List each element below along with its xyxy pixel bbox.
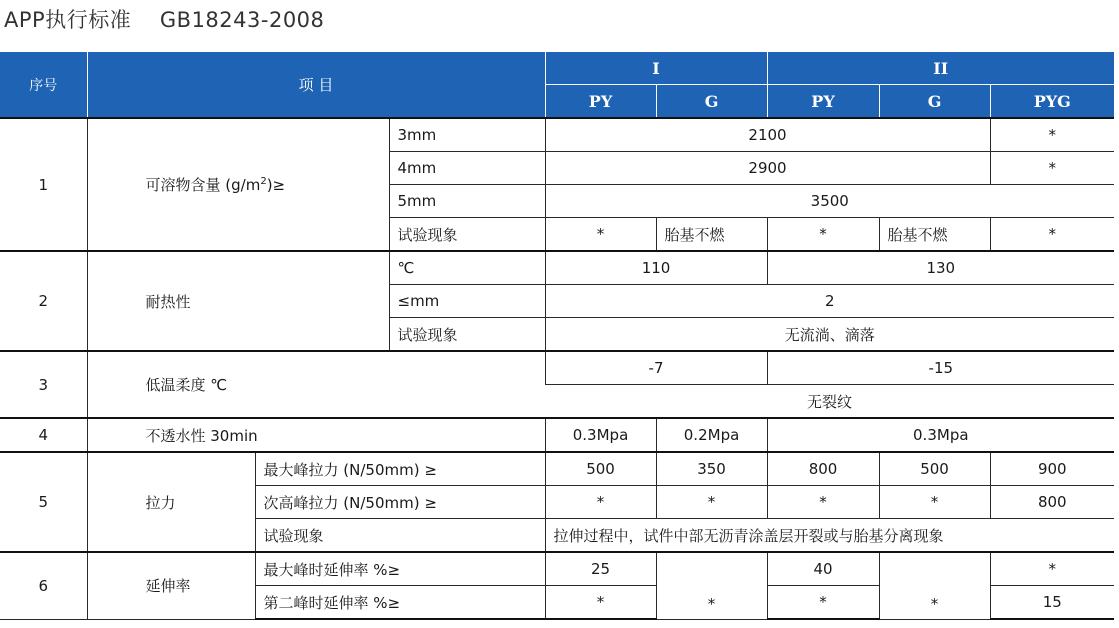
row-label — [87, 118, 389, 251]
condition-cell: 4mm — [389, 152, 545, 185]
value-cell: 900 — [990, 452, 1114, 486]
value-cell: 350 — [656, 452, 767, 486]
value-cell: 800 — [767, 452, 879, 486]
table-row — [0, 118, 1114, 152]
value-cell: 110 — [545, 251, 767, 285]
row-label: 延伸率 — [87, 552, 255, 619]
value-cell: * — [767, 586, 879, 620]
header-seq: 序号 — [0, 52, 87, 119]
value-cell: * — [545, 586, 656, 620]
value-cell: 3500 — [545, 185, 1114, 218]
value-cell: 25 — [545, 552, 656, 586]
row-label: 不透水性 30min — [87, 418, 545, 452]
condition-cell: 第二峰时延伸率 %≥ — [255, 586, 545, 620]
value-cell: 无裂纹 — [545, 385, 1114, 419]
spec-table — [0, 51, 1114, 620]
value-cell: * — [990, 152, 1114, 185]
row-seq: 4 — [0, 418, 87, 452]
condition-cell: 最大峰时延伸率 %≥ — [255, 552, 545, 586]
condition-cell: 试验现象 — [389, 218, 545, 252]
row-label: 耐热性 — [87, 251, 389, 351]
condition-cell: ℃ — [389, 251, 545, 285]
value-cell: 2100 — [545, 118, 990, 152]
value-cell: -15 — [767, 351, 1114, 385]
header-col-g-i: G — [656, 85, 767, 119]
condition-cell: 5mm — [389, 185, 545, 218]
table-row — [0, 452, 1114, 486]
value-cell: * — [767, 218, 879, 252]
value-cell: * — [990, 118, 1114, 152]
value-cell: 0.3Mpa — [545, 418, 656, 452]
row-seq: 1 — [0, 118, 87, 251]
table-row — [0, 351, 1114, 385]
header-row-1 — [0, 52, 1114, 85]
condition-cell: 试验现象 — [255, 519, 545, 553]
header-col-g-ii: G — [879, 85, 990, 119]
row-seq: 3 — [0, 351, 87, 418]
value-cell: * — [545, 218, 656, 252]
condition-cell: 次高峰拉力 (N/50mm) ≥ — [255, 486, 545, 519]
value-cell: 800 — [990, 486, 1114, 519]
value-cell: 130 — [767, 251, 1114, 285]
value-cell: 胎基不燃 — [656, 218, 767, 252]
label-text: 可溶物含量 (g/m — [145, 176, 261, 194]
value-cell: * — [545, 486, 656, 519]
condition-cell: 3mm — [389, 118, 545, 152]
row-seq: 5 — [0, 452, 87, 552]
value-cell: * — [656, 552, 767, 619]
header-col-py-ii: PY — [767, 85, 879, 119]
value-cell: 无流淌、滴落 — [545, 318, 1114, 352]
header-group-i: I — [545, 52, 767, 85]
value-cell: 2 — [545, 285, 1114, 318]
value-cell: * — [879, 486, 990, 519]
condition-cell: ≤mm — [389, 285, 545, 318]
value-cell: 0.2Mpa — [656, 418, 767, 452]
value-cell: 500 — [545, 452, 656, 486]
row-seq: 6 — [0, 552, 87, 619]
value-cell: * — [656, 486, 767, 519]
document-title: APP执行标准 GB18243-2008 — [4, 8, 325, 32]
header-col-pyg: PYG — [990, 85, 1114, 119]
header-col-py-i: PY — [545, 85, 656, 119]
value-cell: 拉伸过程中，试件中部无沥青涂盖层开裂或与胎基分离现象 — [545, 519, 1114, 553]
value-cell: -7 — [545, 351, 767, 385]
label-superscript: 2 — [260, 176, 267, 187]
value-cell: 0.3Mpa — [767, 418, 1114, 452]
table-row — [0, 251, 1114, 285]
value-cell: 500 — [879, 452, 990, 486]
table-row — [0, 552, 1114, 586]
row-label: 拉力 — [87, 452, 255, 552]
value-cell: * — [767, 486, 879, 519]
label-text-end: )≥ — [266, 176, 286, 194]
value-cell: 2900 — [545, 152, 990, 185]
row-seq: 2 — [0, 251, 87, 351]
header-group-ii: II — [767, 52, 1114, 85]
value-cell: * — [879, 552, 990, 619]
value-cell: 40 — [767, 552, 879, 586]
condition-cell: 最大峰拉力 (N/50mm) ≥ — [255, 452, 545, 486]
value-cell: 胎基不燃 — [879, 218, 990, 252]
value-cell: * — [990, 218, 1114, 252]
condition-cell: 试验现象 — [389, 318, 545, 352]
table-row — [0, 418, 1114, 452]
row-label: 低温柔度 ℃ — [87, 351, 545, 418]
header-item: 项 目 — [87, 52, 545, 119]
value-cell: 15 — [990, 586, 1114, 620]
value-cell: * — [990, 552, 1114, 586]
